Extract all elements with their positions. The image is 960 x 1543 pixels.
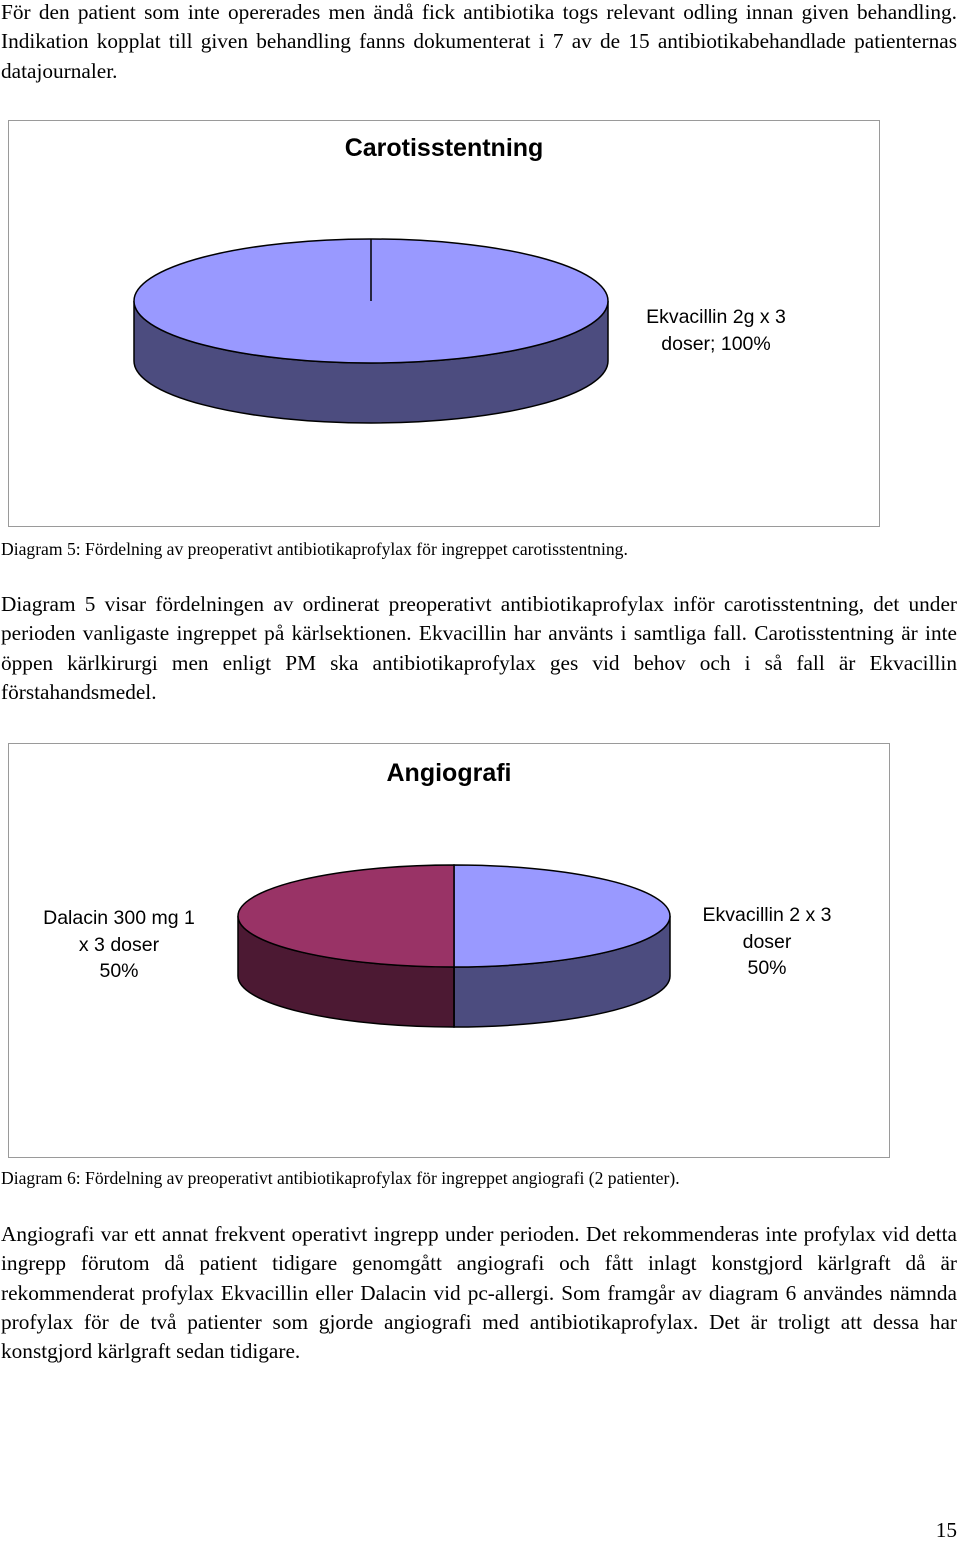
slice-label-dalacin [19,905,219,985]
slice-label-line: 50% [747,957,787,979]
slice-label-line: Ekvacillin 2 x 3 [702,904,832,926]
slice-label-line: Dalacin 300 mg 1 [43,907,195,929]
diagram5-paragraph: Diagram 5 visar fördelningen av ordinerat preoperativt antibiotikaprofylax inför carotisstentning, det under perioden vanligaste ingreppet på kärlsektionen. Ekvacillin har använts i samtliga fall. Carotisstentning är inte öppen kärlkirurgi men enligt PM ska antibiotikaprofylax ges vid behov och i så fall är Ekvacillin förstahandsmedel. [1,592,957,704]
intro-paragraph: För den patient som inte opererades men ändå fick antibiotika togs relevant odling innan given behandling. Indikation kopplat till given behandling fanns dokumenterat i 7 av de 15 antibiotikabehandlade patienternas datajournaler. [1,0,957,83]
slice-label-line: 50% [99,960,139,982]
diagram6-paragraph: Angiografi var ett annat frekvent operativt ingrepp under perioden. Det rekommenderas inte profylax vid detta ingrepp förutom då patient tidigare genomgått angiografi och fått inlagt konstgjord kärlgraft då är rekommenderat profylax Ekvacillin eller Dalacin vid pc-allergi. Som framgår av diagram 6 användes nämnda profylax för de två patienter som gjorde angiografi med antibiotikaprofylax. Det är troligt att dessa har konstgjord kärlgraft sedan tidigare. [1,1222,957,1364]
pie-chart-angiografi [8,743,890,1158]
slice-label-ekvacillin [621,304,811,357]
slice-label-ekvacillin [671,902,863,982]
slice-label-line: Ekvacillin 2g x 3 [646,306,786,328]
page-number: 15 [935,1518,957,1542]
diagram5-caption: Diagram 5: Fördelning av preoperativt antibiotikaprofylax för ingreppet carotisstentning. [1,539,628,559]
chart-title: Angiografi [386,759,512,787]
slice-label-line: x 3 doser [78,933,160,956]
chart-title: Carotisstentning [344,134,544,162]
diagram6-caption: Diagram 6: Fördelning av preoperativt antibiotikaprofylax för ingreppet angiografi (2 patienter). [1,1168,680,1188]
slice-label-line: doser; 100% [661,332,771,355]
pie-chart-carotisstentning [8,120,880,527]
slice-label-line: doser [742,930,792,953]
